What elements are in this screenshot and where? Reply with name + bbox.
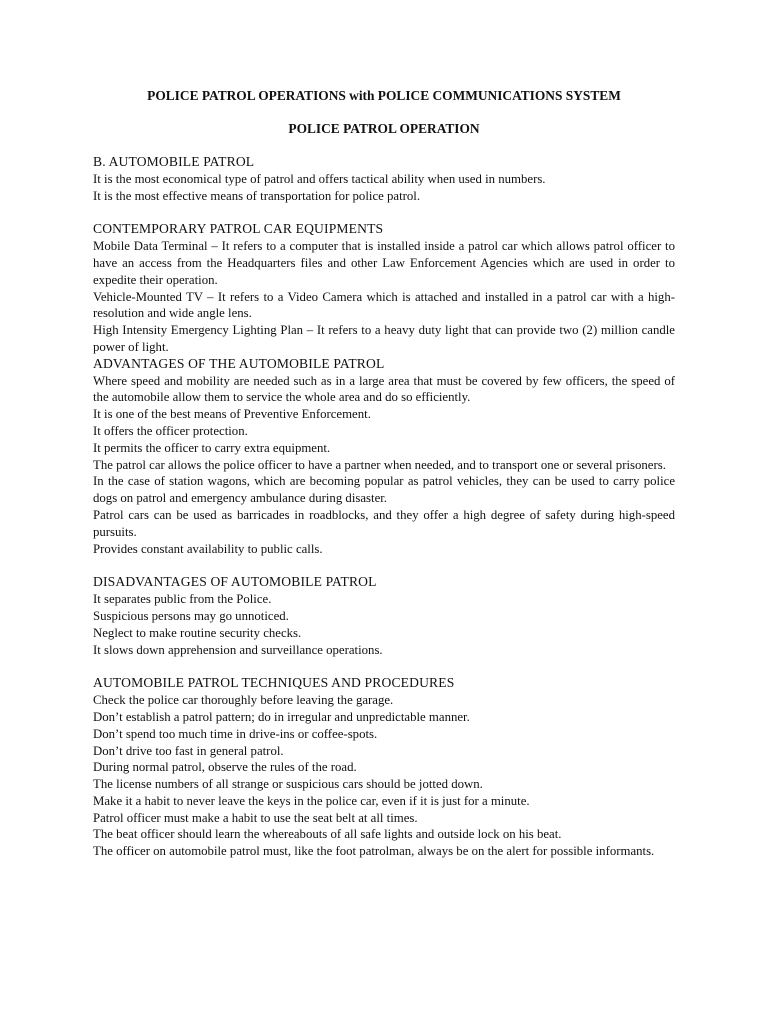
paragraph: Don’t drive too fast in general patrol. [93,743,284,758]
paragraph: Suspicious persons may go unnoticed. [93,608,289,623]
section-heading: AUTOMOBILE PATROL TECHNIQUES AND PROCEDURES [93,675,455,691]
paragraph: The license numbers of all strange or suspicious cars should be jotted down. [93,777,483,792]
paragraph: Mobile Data Terminal – It refers to a computer that is installed inside a patrol car which allows patrol officer to have an access from the Headquarters files and other Law Enforcement Agencies which are used in order to expedite their operation. [93,239,675,287]
paragraph: Provides constant availability to public calls. [93,541,323,556]
paragraph: Don’t spend too much time in drive-ins or coffee-spots. [93,726,378,741]
paragraph: High Intensity Emergency Lighting Plan – It refers to a heavy duty light that can provide two (2) million candle power of light. [93,323,675,354]
paragraph: Don’t establish a patrol pattern; do in irregular and unpredictable manner. [93,709,470,724]
paragraph: Patrol officer must make a habit to use the seat belt at all times. [93,810,418,825]
paragraph: It slows down apprehension and surveillance operations. [93,642,383,657]
paragraph: The patrol car allows the police officer to have a partner when needed, and to transport one or several prisoners. [93,457,666,472]
paragraph: Neglect to make routine security checks. [93,625,302,640]
section-automobile-patrol [93,154,675,204]
paragraph: It offers the officer protection. [93,423,248,438]
paragraph: The beat officer should learn the whereabouts of all safe lights and outside lock on his beat. [93,827,562,842]
document-page [93,87,675,860]
section-heading: B. AUTOMOBILE PATROL [93,154,255,169]
section-disadvantages [93,574,675,658]
paragraph: The officer on automobile patrol must, like the foot patrolman, always be on the alert for possible informants. [93,844,655,859]
section-equipments [93,221,675,355]
paragraph: Vehicle-Mounted TV – It refers to a Video Camera which is attached and installed in a patrol car with a high-resolution and wide angle lens. [93,289,675,321]
section-advantages [93,356,675,558]
paragraph: Make it a habit to never leave the keys in the police car, even if it is just for a minute. [93,793,530,808]
paragraph: It permits the officer to carry extra equipment. [93,440,331,455]
paragraph: In the case of station wagons, which are becoming popular as patrol vehicles, they can be used to carry police dogs on patrol and emergency ambulance during disaster. [93,474,675,506]
paragraph: Where speed and mobility are needed such as in a large area that must be covered by few officers, the speed of the automobile allow them to service the whole area and do so efficiently. [93,373,675,405]
document-subtitle: POLICE PATROL OPERATION [288,121,480,136]
paragraph: Check the police car thoroughly before leaving the garage. [93,693,394,708]
section-heading: DISADVANTAGES OF AUTOMOBILE PATROL [93,574,377,590]
section-techniques [93,675,675,860]
paragraph: Patrol cars can be used as barricades in roadblocks, and they offer a high degree of safety during high-speed pursuits. [93,507,675,539]
section-heading: CONTEMPORARY PATROL CAR EQUIPMENTS [93,221,384,237]
paragraph: It is the most effective means of transportation for police patrol. [93,188,421,203]
document-title: POLICE PATROL OPERATIONS with POLICE COMMUNICATIONS SYSTEM [147,88,621,103]
paragraph: It separates public from the Police. [93,592,272,607]
paragraph: It is one of the best means of Preventive Enforcement. [93,407,371,422]
section-heading: ADVANTAGES OF THE AUTOMOBILE PATROL [93,355,385,371]
paragraph: It is the most economical type of patrol and offers tactical ability when used in numbers. [93,171,546,186]
paragraph: During normal patrol, observe the rules of the road. [93,760,357,775]
